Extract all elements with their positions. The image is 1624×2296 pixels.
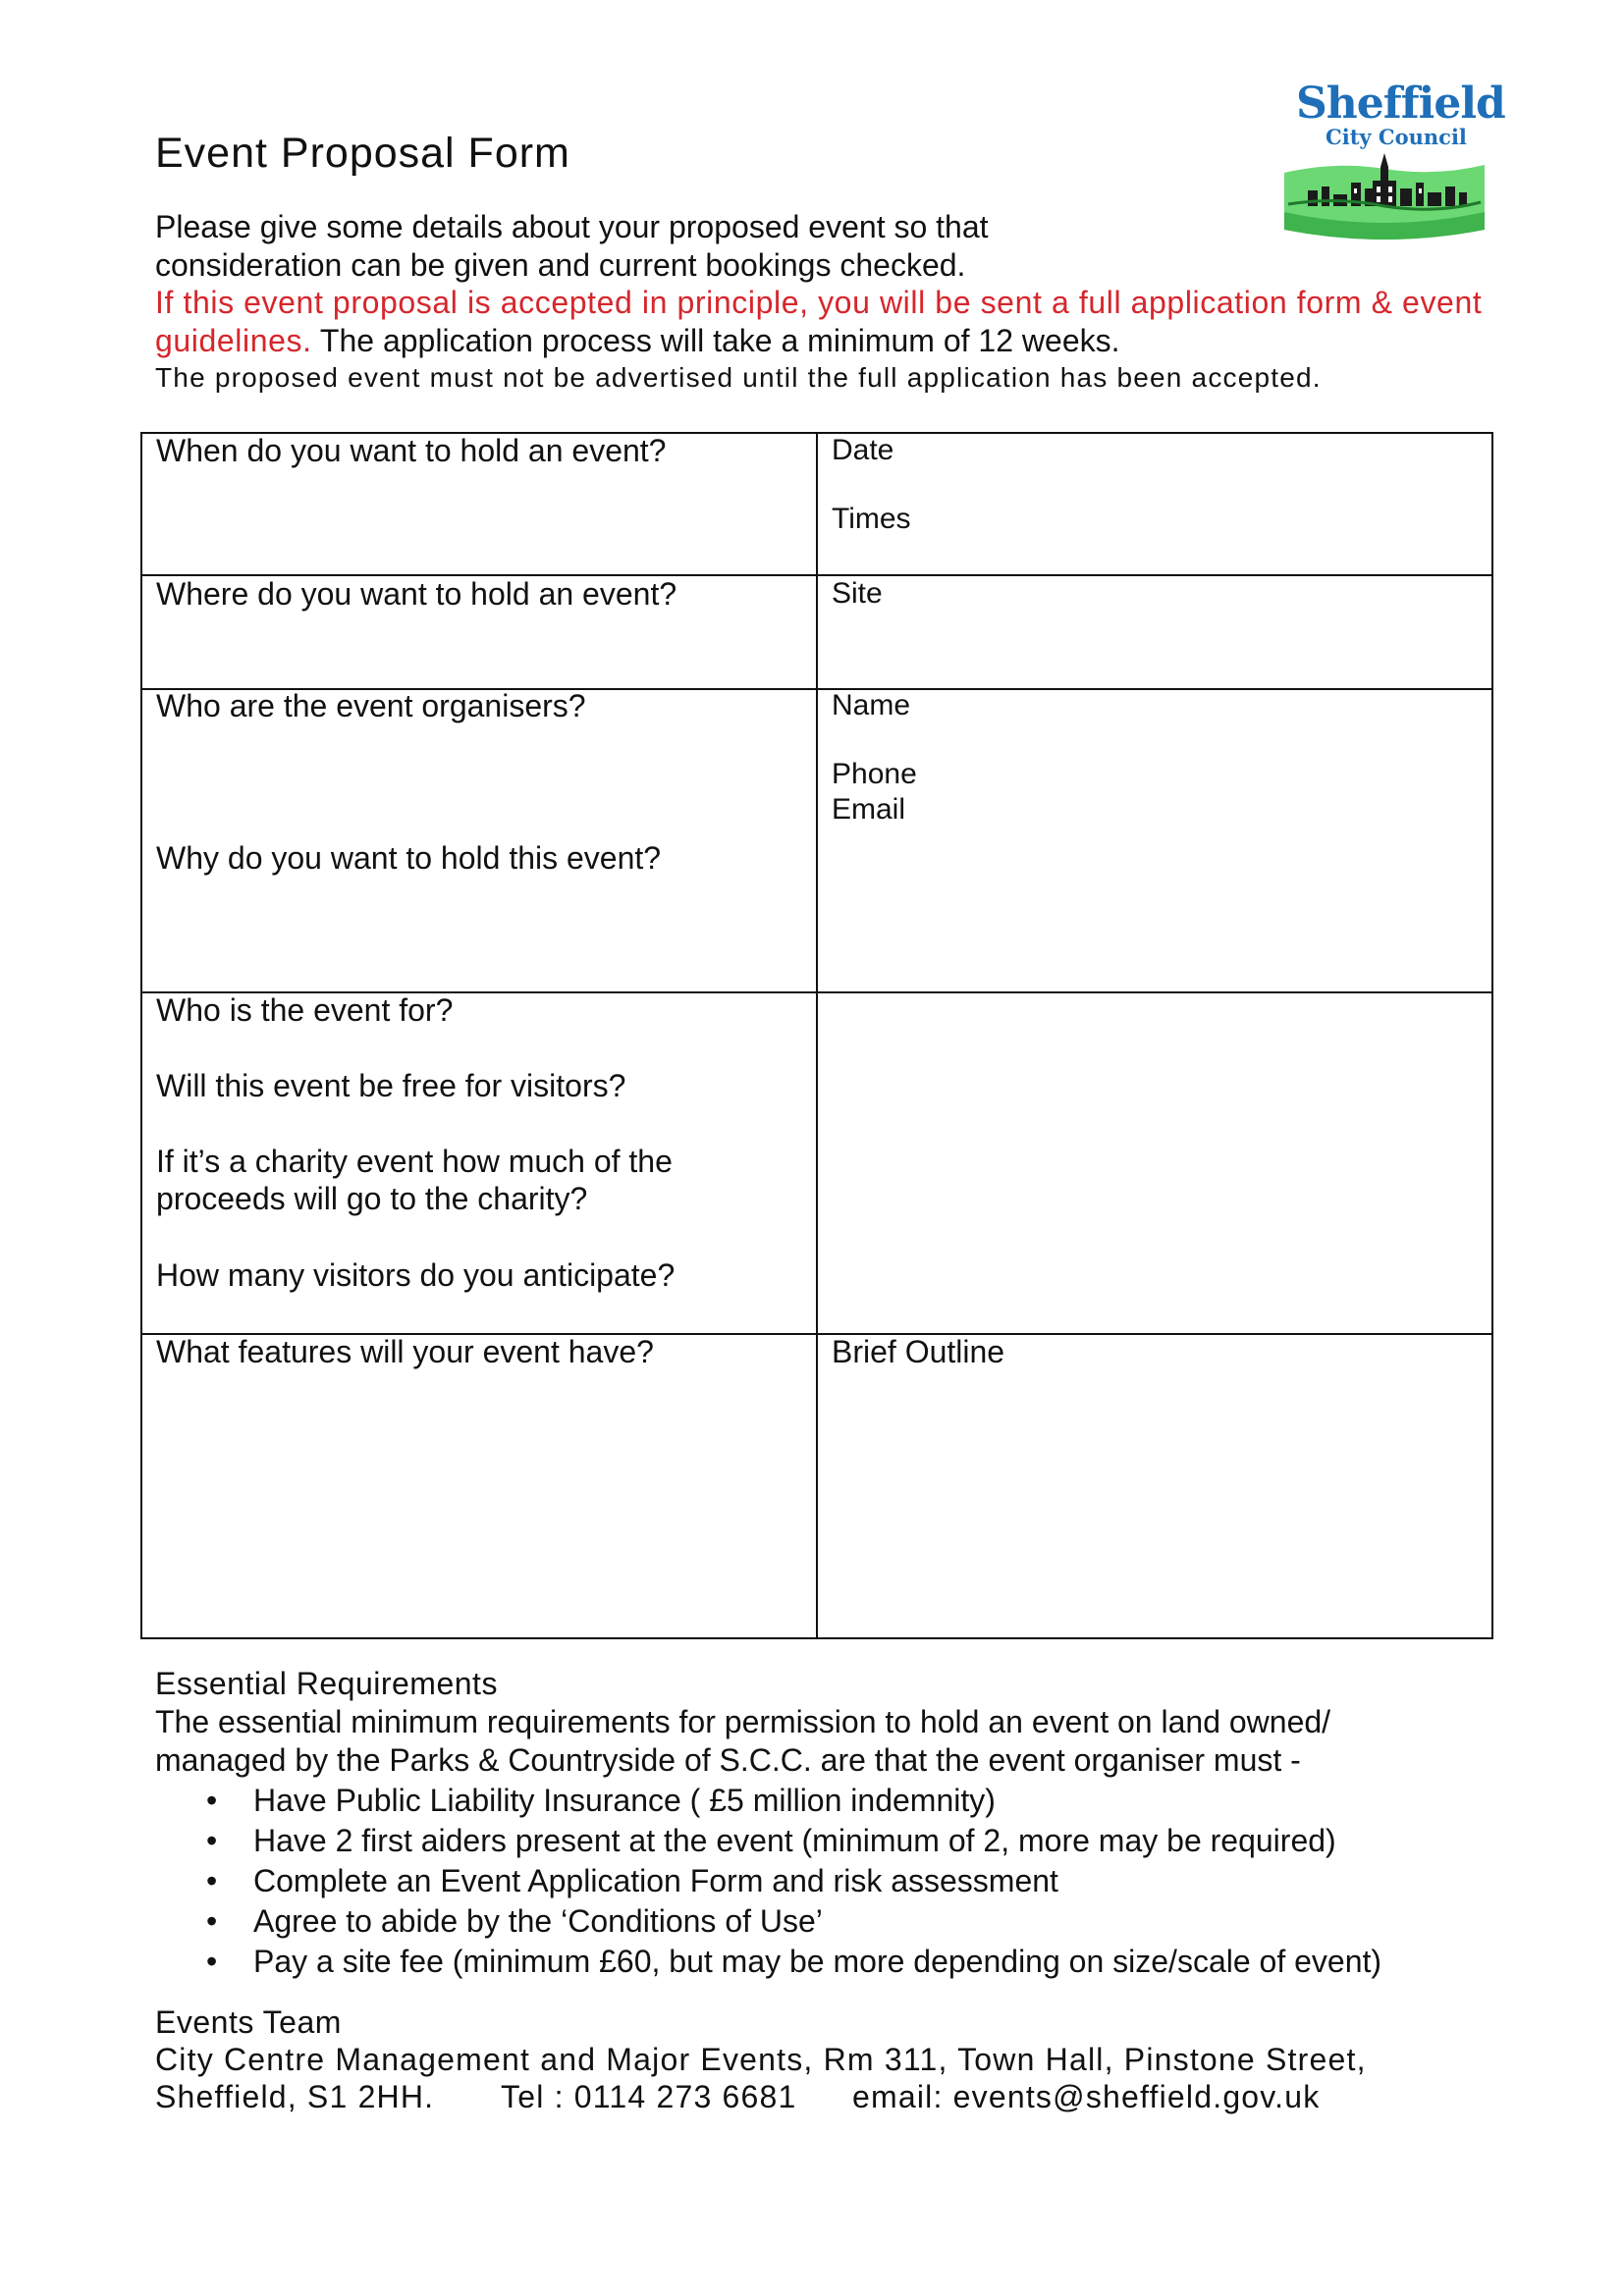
organisers-question: Who are the event organisers? bbox=[156, 688, 586, 723]
logo-wordmark: Sheffield bbox=[1296, 79, 1505, 129]
email-label: Email bbox=[832, 793, 906, 826]
visitors-question: How many visitors do you anticipate? bbox=[156, 1257, 676, 1293]
phone-label: Phone bbox=[832, 758, 917, 790]
essential-line-2: managed by the Parks & Countryside of S.C.C. are that the event organiser must - bbox=[155, 1742, 1301, 1778]
name-label: Name bbox=[832, 689, 911, 721]
table-border-right bbox=[1491, 432, 1493, 1639]
essential-line-1: The essential minimum requirements for permission to hold an event on land owned/ bbox=[155, 1704, 1331, 1739]
audience-question: Who is the event for? bbox=[156, 992, 454, 1028]
brief-outline-label: Brief Outline bbox=[832, 1334, 1005, 1369]
page-title: Event Proposal Form bbox=[155, 130, 570, 177]
list-item: • Agree to abide by the ‘Conditions of Use’ bbox=[206, 1901, 1381, 1942]
charity-question-line-2: proceeds will go to the charity? bbox=[156, 1181, 588, 1216]
logo-subtitle: City Council bbox=[1326, 125, 1467, 149]
intro-line-2: consideration can be given and current bookings checked. bbox=[155, 246, 966, 283]
why-question: Why do you want to hold this event? bbox=[156, 840, 662, 876]
process-duration: The application process will take a minimum of 12 weeks. bbox=[311, 322, 1120, 358]
team-email-link[interactable]: email: events@sheffield.gov.uk bbox=[852, 2079, 1321, 2114]
free-question: Will this event be free for visitors? bbox=[156, 1068, 626, 1103]
site-label: Site bbox=[832, 577, 883, 610]
times-label: Times bbox=[832, 503, 911, 535]
team-city: Sheffield, S1 2HH. bbox=[155, 2079, 435, 2114]
events-team-heading: Events Team bbox=[155, 2004, 342, 2040]
table-border-left bbox=[140, 432, 142, 1639]
intro-text bbox=[155, 208, 1490, 398]
intro-acceptance bbox=[155, 284, 1490, 359]
when-question: When do you want to hold an event? bbox=[156, 433, 667, 468]
intro-line-1: Please give some details about your proposed event so that bbox=[155, 209, 989, 244]
acceptance-notice: If this event proposal is accepted in principle, you will be sent a full application form & event guidelines. bbox=[155, 285, 1483, 358]
team-address: City Centre Management and Major Events, Rm 311, Town Hall, Pinstone Street, bbox=[155, 2042, 1367, 2077]
features-question: What features will your event have? bbox=[156, 1334, 654, 1369]
proposal-form-table bbox=[140, 432, 1493, 1639]
column-divider bbox=[816, 432, 818, 1639]
list-item: • Have Public Liability Insurance ( £5 million indemnity) bbox=[206, 1781, 1381, 1821]
essential-requirements-text bbox=[155, 1703, 1490, 1780]
list-item: • Complete an Event Application Form and risk assessment bbox=[206, 1861, 1381, 1901]
requirements-list bbox=[206, 1781, 1381, 1982]
charity-question-line-1: If it’s a charity event how much of the bbox=[156, 1144, 673, 1179]
advertising-note: The proposed event must not be advertised until the full application has been accepted. bbox=[155, 362, 1322, 393]
where-question: Where do you want to hold an event? bbox=[156, 576, 677, 612]
list-item: • Have 2 first aiders present at the event (minimum of 2, more may be required) bbox=[206, 1821, 1381, 1861]
date-label: Date bbox=[832, 434, 894, 466]
essential-requirements-heading: Essential Requirements bbox=[155, 1666, 498, 1701]
list-item: • Pay a site fee (minimum £60, but may be more depending on size/scale of event) bbox=[206, 1942, 1381, 1982]
team-telephone: Tel : 0114 273 6681 bbox=[501, 2079, 797, 2114]
